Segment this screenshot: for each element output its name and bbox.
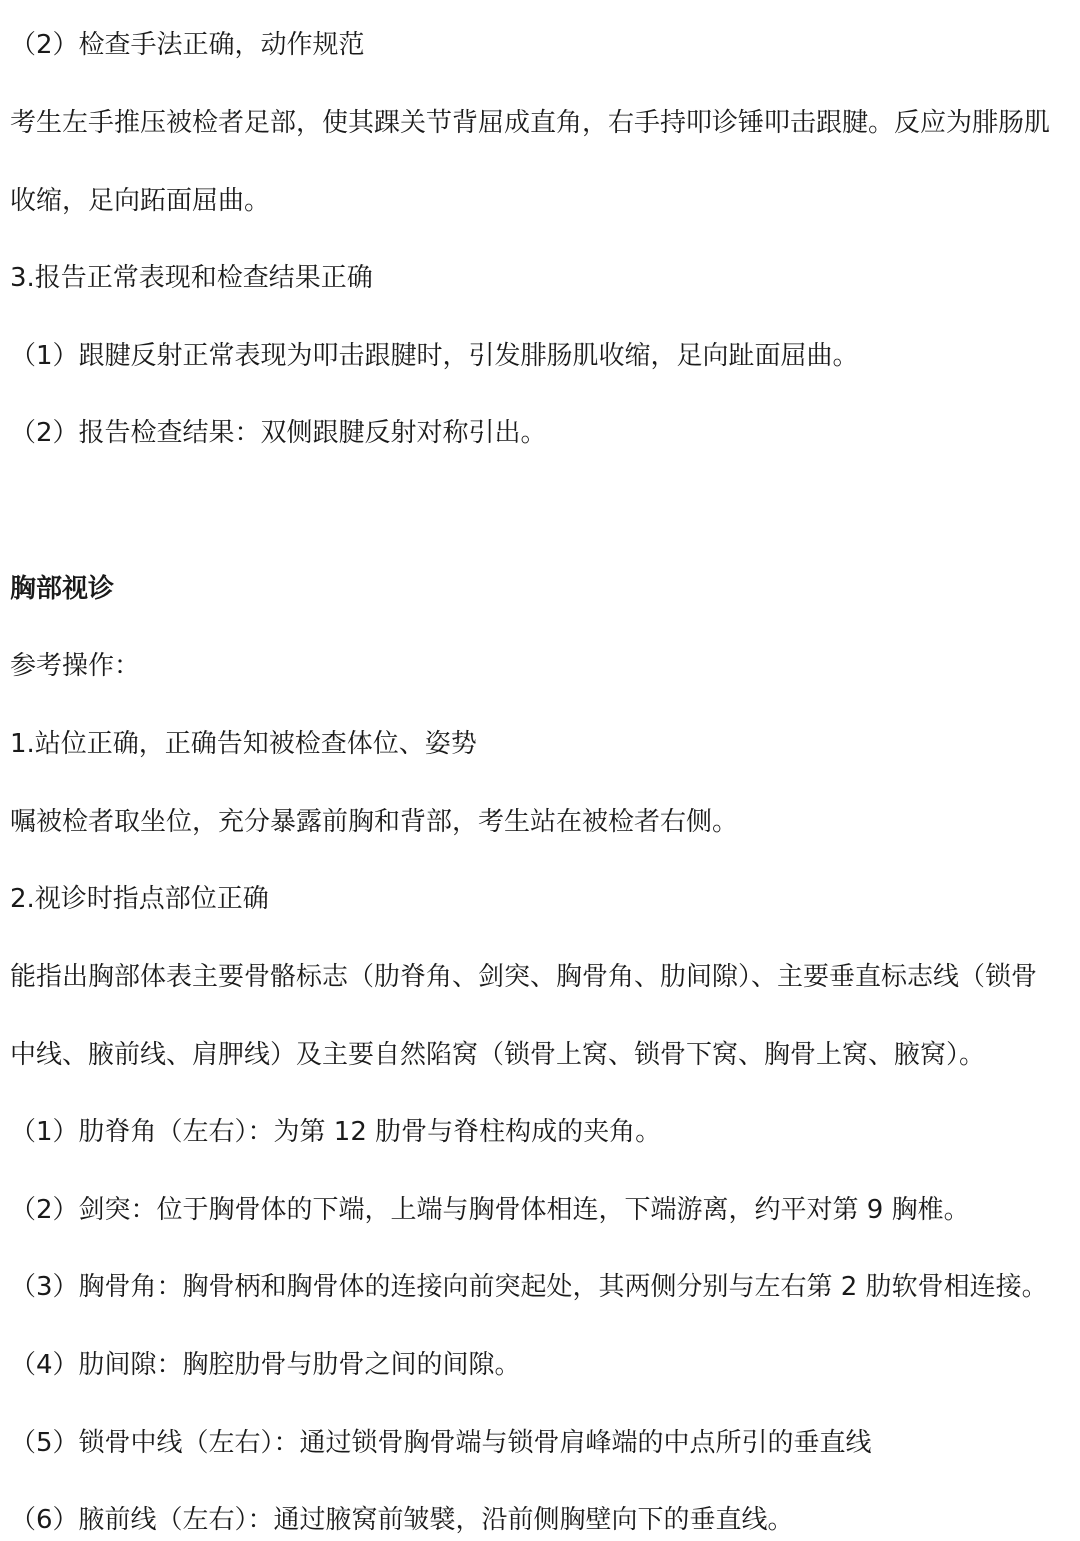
paragraph-landmarks-line1: 能指出胸部体表主要骨骼标志（肋脊角、剑突、胸骨角、肋间隙）、主要垂直标志线（锁骨 (10, 962, 1038, 992)
paragraph-reference-operation: 参考操作： (10, 651, 141, 681)
list-item-midclavicular-line: （5）锁骨中线（左右）：通过锁骨胸骨端与锁骨肩峰端的中点所引的垂直线 (10, 1428, 872, 1458)
paragraph-procedure-line2: 收缩，足向跖面屈曲。 (10, 186, 271, 216)
paragraph-report-result: （2）报告检查结果：双侧跟腱反射对称引出。 (10, 418, 547, 448)
list-item-xiphoid: （2）剑突：位于胸骨体的下端，上端与胸骨体相连，下端游离，约平对第 9 胸椎。 (10, 1195, 970, 1225)
section-title-chest-inspection: 胸部视诊 (10, 574, 115, 604)
section-report-heading: 3.报告正常表现和检查结果正确 (10, 263, 373, 293)
paragraph-check-technique: （2）检查手法正确，动作规范 (10, 30, 365, 60)
paragraph-procedure-line1: 考生左手推压被检者足部，使其踝关节背屈成直角，右手持叩诊锤叩击跟腱。反应为腓肠肌 (10, 108, 1051, 138)
paragraph-landmarks-line2: 中线、腋前线、肩胛线）及主要自然陷窝（锁骨上窝、锁骨下窝、胸骨上窝、腋窝）。 (10, 1040, 986, 1070)
paragraph-normal-reflex: （1）跟腱反射正常表现为叩击跟腱时，引发腓肠肌收缩，足向趾面屈曲。 (10, 341, 859, 371)
paragraph-position-instruction: 嘱被检者取坐位，充分暴露前胸和背部，考生站在被检者右侧。 (10, 807, 739, 837)
list-item-costovertebral-angle: （1）肋脊角（左右）：为第 12 肋骨与脊柱构成的夹角。 (10, 1117, 662, 1147)
list-item-anterior-axillary-line: （6）腋前线（左右）：通过腋窝前皱襞，沿前侧胸壁向下的垂直线。 (10, 1505, 794, 1535)
list-item-sternal-angle: （3）胸骨角：胸骨柄和胸骨体的连接向前突起处，其两侧分别与左右第 2 肋软骨相连接。 (10, 1272, 1048, 1302)
section-inspection-heading: 2.视诊时指点部位正确 (10, 884, 269, 914)
section-position-heading: 1.站位正确，正确告知被检查体位、姿势 (10, 729, 477, 759)
list-item-intercostal-space: （4）肋间隙：胸腔肋骨与肋骨之间的间隙。 (10, 1350, 521, 1380)
